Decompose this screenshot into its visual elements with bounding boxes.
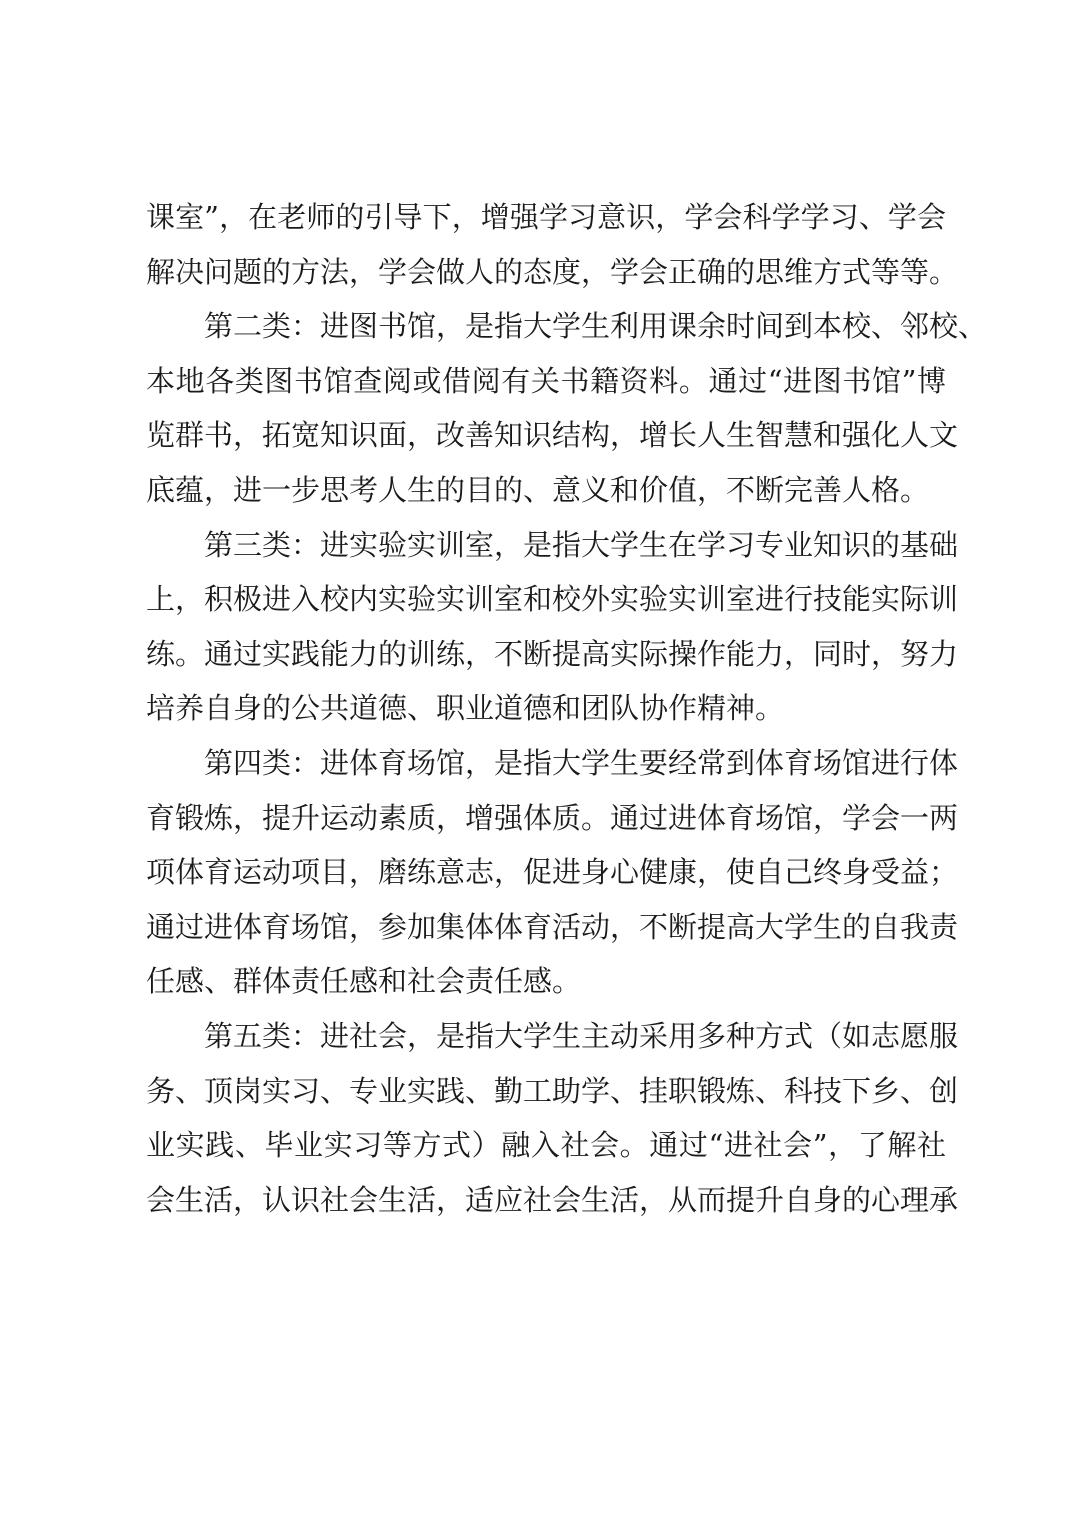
text-line-16: 第五类：进社会，是指大学生主动采用多种方式（如志愿服 <box>204 1018 959 1053</box>
text-line-1: 课室”，在老师的引导下，增强学习意识，学会科学学习、学会 <box>146 200 946 234</box>
document-body <box>146 190 988 1227</box>
text-line-3: 第二类：进图书馆，是指大学生利用课余时间到本校、邻校、 <box>204 309 988 344</box>
text-line-6: 底蕴，进一步思考人生的目的、意义和价值，不断完善人格。 <box>146 472 930 507</box>
text-line-7: 第三类：进实验实训室，是指大学生在学习专业知识的基础 <box>204 527 959 562</box>
text-line-5: 览群书，拓宽知识面，改善知识结构，增长人生智慧和强化人文 <box>146 418 959 453</box>
text-line-11: 第四类：进体育场馆，是指大学生要经常到体育场馆进行体 <box>204 745 959 780</box>
text-line-14: 通过进体育场馆，参加集体体育活动，不断提高大学生的自我责 <box>146 909 959 944</box>
text-line-9: 练。通过实践能力的训练，不断提高实际操作能力，同时，努力 <box>146 636 959 671</box>
text-line-12: 育锻炼，提升运动素质，增强体质。通过进体育场馆，学会一两 <box>146 800 959 835</box>
text-line-18: 业实践、毕业实习等方式）融入社会。通过“进社会”，了解社 <box>146 1128 946 1163</box>
text-line-15: 任感、群体责任感和社会责任感。 <box>146 964 582 999</box>
text-line-19: 会生活，认识社会生活，适应社会生活，从而提升自身的心理承 <box>146 1182 959 1217</box>
text-line-17: 务、顶岗实习、专业实践、勤工助学、挂职锻炼、科技下乡、创 <box>146 1073 959 1108</box>
text-line-8: 上，积极进入校内实验实训室和校外实验实训室进行技能实际训 <box>146 582 959 617</box>
text-line-2: 解决问题的方法，学会做人的态度，学会正确的思维方式等等。 <box>146 254 959 289</box>
text-line-4: 本地各类图书馆查阅或借阅有关书籍资料。通过“进图书馆”博 <box>146 363 946 398</box>
text-line-13: 项体育运动项目，磨练意志，促进身心健康，使自己终身受益； <box>146 855 959 890</box>
text-line-10: 培养自身的公共道德、职业道德和团队协作精神。 <box>146 691 785 726</box>
